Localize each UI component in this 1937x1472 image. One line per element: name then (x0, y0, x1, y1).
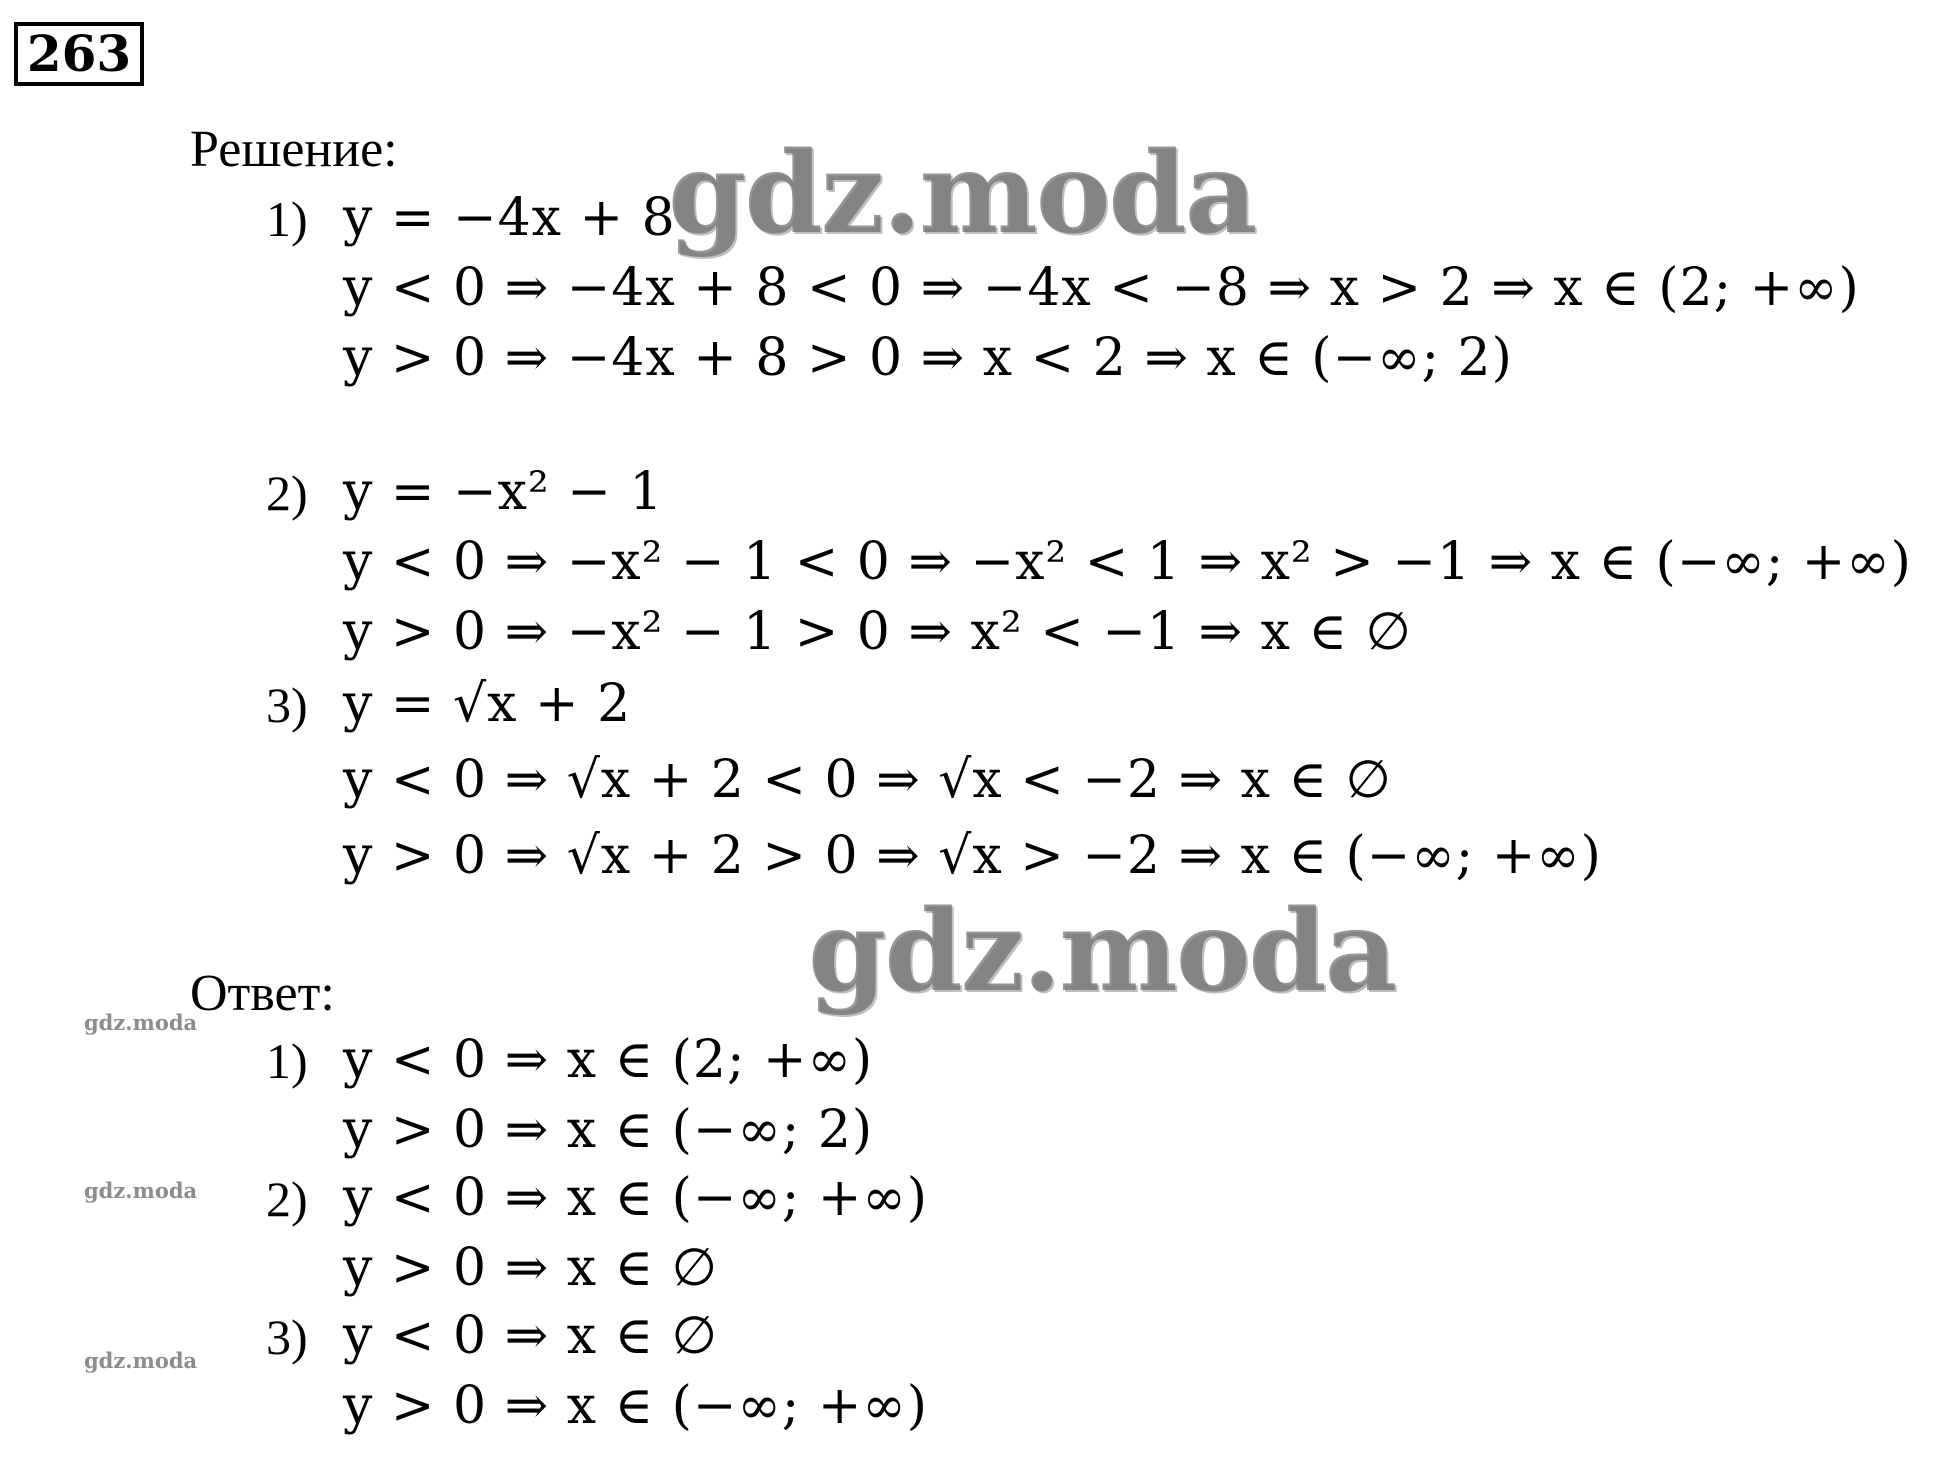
answer-2-label: 2) (266, 1171, 308, 1227)
solution-2-line-3: y > 0 ⇒ −x² − 1 > 0 ⇒ x² < −1 ⇒ x ∈ ∅ (343, 602, 1412, 662)
answer-2-line-1: y < 0 ⇒ x ∈ (−∞; +∞) (343, 1168, 928, 1228)
answer-3-label: 3) (266, 1309, 308, 1365)
problem-number: 263 (14, 22, 144, 86)
answer-3-line-2: y > 0 ⇒ x ∈ (−∞; +∞) (343, 1376, 928, 1436)
watermark-large-top: gdz.moda (668, 128, 1256, 259)
solution-3-line-1: y = √x + 2 (343, 674, 632, 734)
solution-1-line-1: y = −4x + 8 (343, 188, 676, 248)
answer-1-line-2: y > 0 ⇒ x ∈ (−∞; 2) (343, 1100, 874, 1160)
solution-3-line-2: y < 0 ⇒ √x + 2 < 0 ⇒ √x < −2 ⇒ x ∈ ∅ (343, 750, 1392, 810)
solution-1-line-2: y < 0 ⇒ −4x + 8 < 0 ⇒ −4x < −8 ⇒ x > 2 ⇒ x ∈ (2; +∞) (343, 258, 1860, 318)
answer-heading: Ответ: (190, 965, 335, 1022)
solution-3-label: 3) (266, 677, 308, 733)
solution-3-line-3: y > 0 ⇒ √x + 2 > 0 ⇒ √x > −2 ⇒ x ∈ (−∞; +∞) (343, 826, 1602, 886)
watermark-small-2: gdz.moda (84, 1178, 198, 1203)
solution-1-line-3: y > 0 ⇒ −4x + 8 > 0 ⇒ x < 2 ⇒ x ∈ (−∞; 2) (343, 328, 1513, 388)
watermark-small-1: gdz.moda (84, 1010, 198, 1035)
solution-1-label: 1) (266, 191, 308, 247)
answer-3-line-1: y < 0 ⇒ x ∈ ∅ (343, 1306, 718, 1366)
solution-2-label: 2) (266, 465, 308, 521)
solution-2-line-2: y < 0 ⇒ −x² − 1 < 0 ⇒ −x² < 1 ⇒ x² > −1 ⇒ x ∈ (−∞; +∞) (343, 532, 1912, 592)
watermark-large-middle: gdz.moda (808, 886, 1396, 1017)
answer-1-label: 1) (266, 1033, 308, 1089)
solution-heading: Решение: (190, 121, 398, 178)
watermark-small-3: gdz.moda (84, 1348, 198, 1373)
answer-2-line-2: y > 0 ⇒ x ∈ ∅ (343, 1238, 718, 1298)
solution-2-line-1: y = −x² − 1 (343, 462, 664, 522)
answer-1-line-1: y < 0 ⇒ x ∈ (2; +∞) (343, 1030, 874, 1090)
